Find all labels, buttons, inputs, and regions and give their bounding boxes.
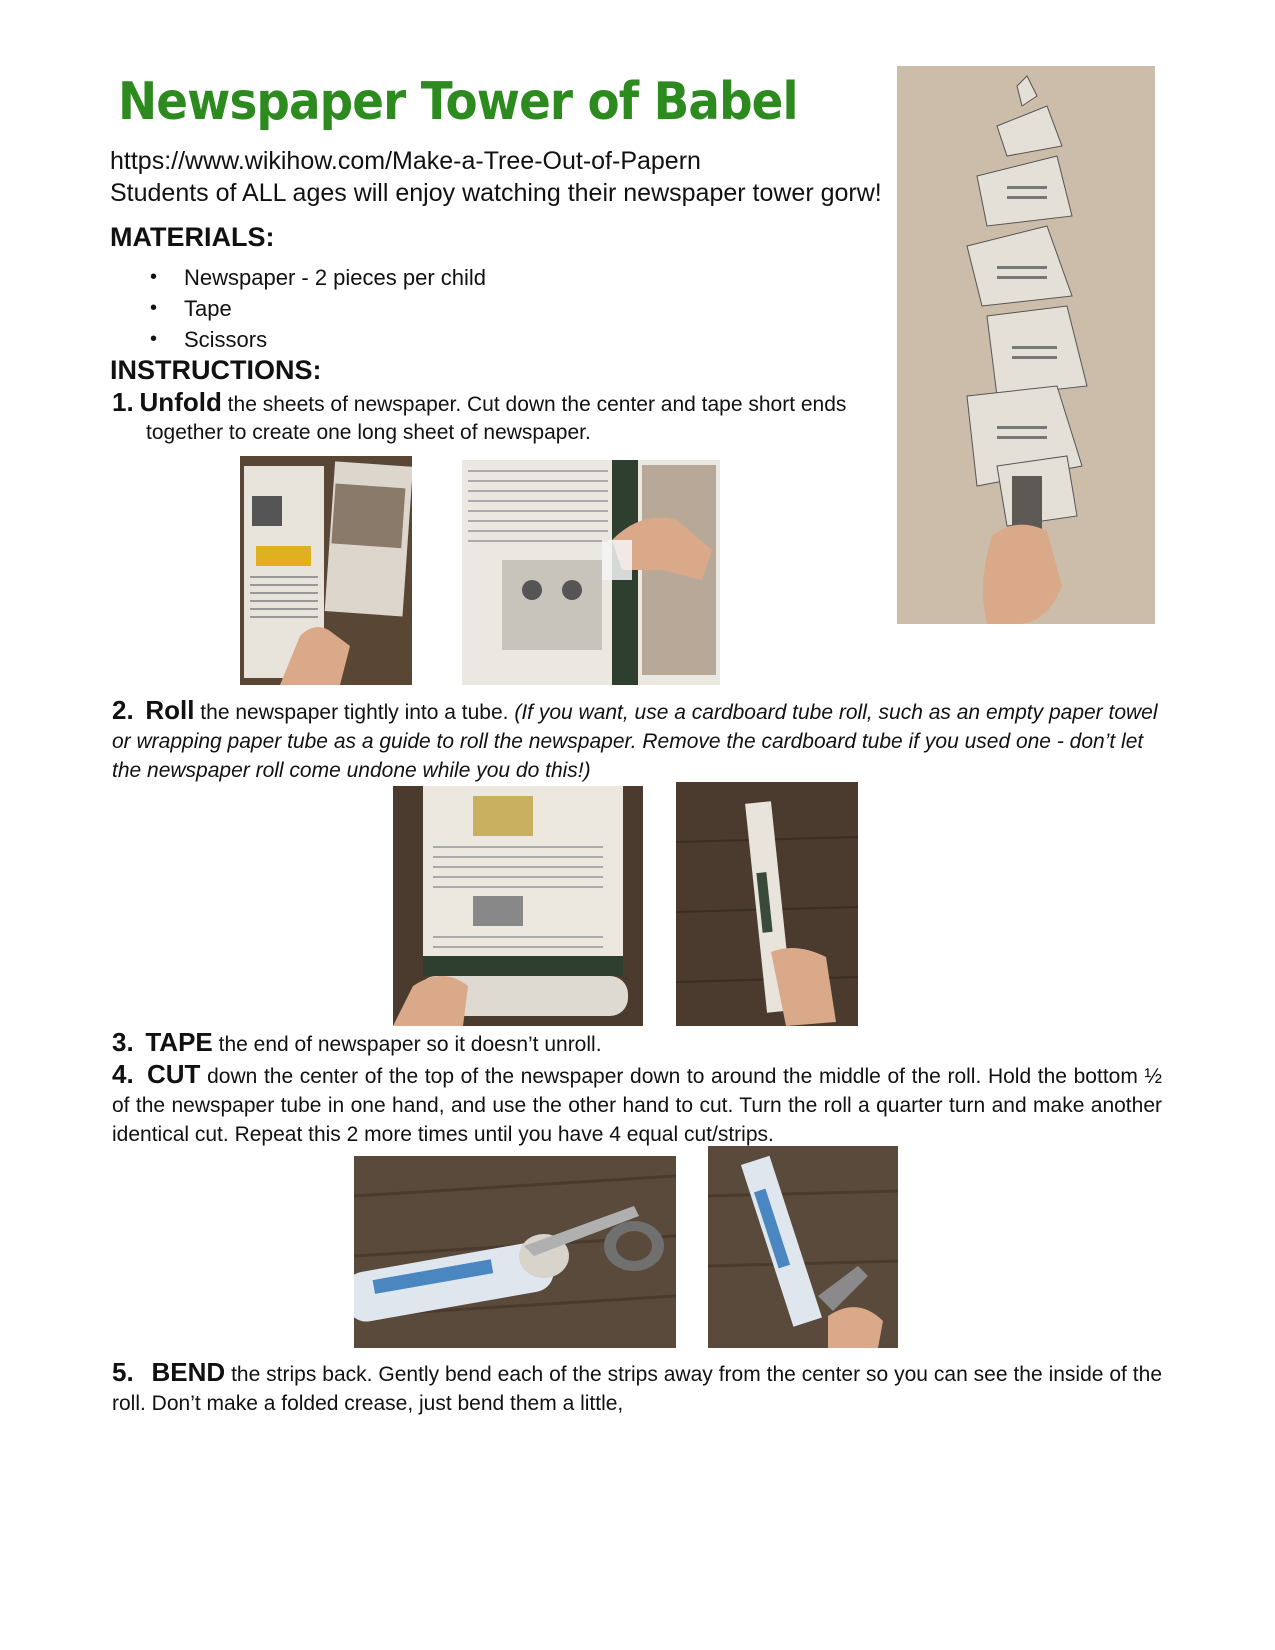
cut-photo-a [354, 1156, 676, 1348]
unfold-photo-a [240, 456, 412, 685]
list-item: • Scissors [150, 324, 486, 355]
roll-photo-b [676, 782, 858, 1026]
step-text: the newspaper tightly into a tube. [194, 701, 515, 724]
step-1-continued: together to create one long sheet of newspaper. [146, 421, 591, 444]
materials-list [150, 262, 486, 355]
step-number: 4. [112, 1059, 134, 1089]
step-text: the end of newspaper so it doesn’t unroll. [212, 1033, 602, 1056]
step-number: 5. [112, 1357, 134, 1387]
list-item: • Newspaper - 2 pieces per child [150, 262, 486, 293]
step-number: 2. [112, 695, 134, 725]
source-url[interactable]: https://www.wikihow.com/Make-a-Tree-Out-of-Papern [110, 147, 701, 175]
instructions-heading: INSTRUCTIONS: [110, 355, 322, 385]
step-keyword: Roll [145, 695, 195, 725]
step-text: down the center of the top of the newspaper down to around the middle of the roll. Hold the bottom ½ of the newspaper tube in one hand, and use the other hand to cut. Turn the roll a quarter turn and make another identical cut. Repeat this 2 more times until you have 4 equal cut/strips. [112, 1065, 1162, 1146]
step-keyword: Unfold [139, 387, 222, 417]
unfold-photo-b [462, 460, 720, 685]
roll-photo-a [393, 786, 643, 1026]
step-text: the sheets of newspaper. Cut down the center and tape short ends [221, 393, 847, 416]
rolled-tube-photo [676, 782, 858, 1026]
step-keyword: TAPE [145, 1027, 213, 1057]
intro-text: Students of ALL ages will enjoy watching their newspaper tower gorw! [110, 179, 882, 207]
tower-photo [897, 66, 1155, 624]
step-keyword: CUT [147, 1059, 201, 1089]
finished-newspaper-tower-photo [897, 66, 1155, 624]
cutting-roll-photo [354, 1156, 676, 1348]
step-5 [112, 1358, 1162, 1418]
step-text: the strips back. Gently bend each of the strips away from the center so you can see the inside of the roll. Don’t make a folded crease, just bend them a little, [112, 1363, 1162, 1415]
step-number: 3. [112, 1027, 134, 1057]
step-2 [112, 696, 1162, 785]
unfolded-newspaper-sheets-photo [240, 456, 412, 685]
step-3 [112, 1028, 1162, 1059]
cut-photo-b [708, 1146, 898, 1348]
step-number: 1. [112, 387, 134, 417]
page-title: Newspaper Tower of Babel [118, 72, 798, 132]
list-item: • Tape [150, 293, 486, 324]
taping-newspaper-photo [462, 460, 720, 685]
materials-heading: MATERIALS: [110, 222, 275, 252]
step-note: (If you want, use a cardboard tube roll, such as an empty paper towel or wrapping paper tube as a guide to roll the newspaper. Remove the cardboard tube if you used one - don’t let the newspaper roll come undone while you do this!) [112, 701, 1158, 782]
rolling-newspaper-photo [393, 786, 643, 1026]
step-keyword: BEND [151, 1357, 226, 1387]
step-4 [112, 1060, 1162, 1149]
cut-strips-photo [708, 1146, 898, 1348]
